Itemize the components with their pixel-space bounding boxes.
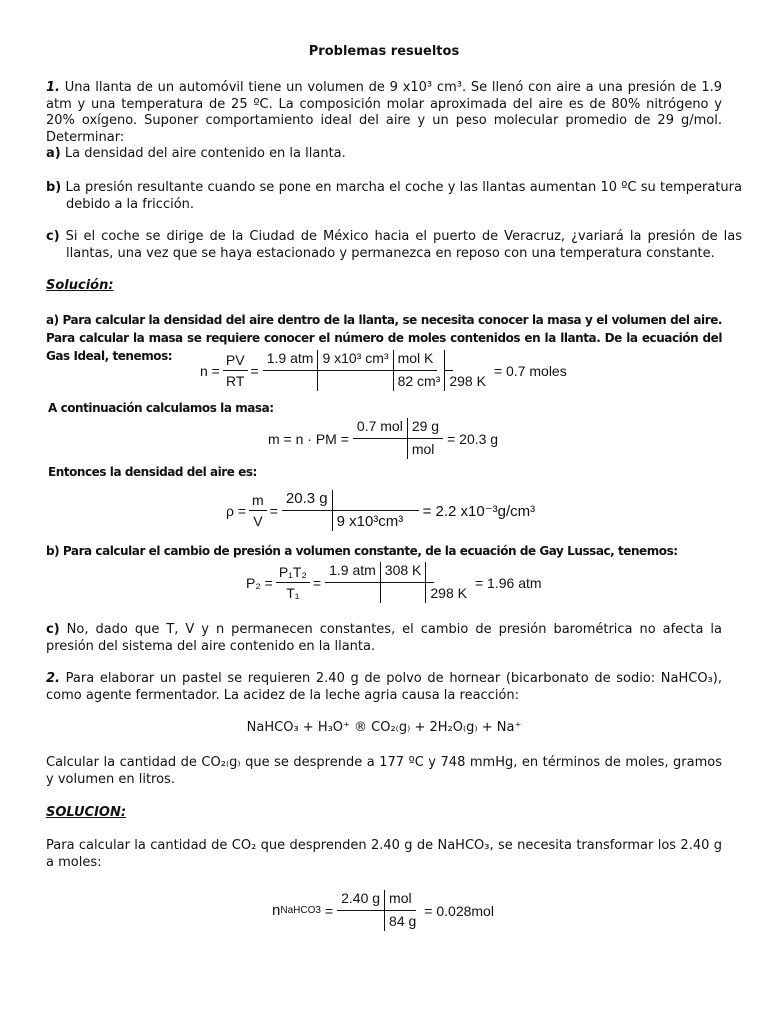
eq2-cell-1-num: 0.7 mol bbox=[353, 418, 407, 439]
solution-c-text: No, dado que T, V y n permanecen constantes, el cambio de presión barométrica no afecta la presión del sistema del aire contenido en la llanta. bbox=[46, 622, 723, 654]
eq4-cell-2-num: 308 K bbox=[381, 562, 426, 583]
chemical-reaction: NaHCO₃ + H₃O⁺ ® CO₂₍g₎ + 2H₂O₍g₎ + Na⁺ bbox=[246, 720, 522, 735]
eq3-lhs: ρ = bbox=[226, 502, 247, 519]
eq1-cell-2 bbox=[318, 350, 392, 391]
solution-1-heading bbox=[46, 278, 722, 295]
eq5-cell-2-den: 84 g bbox=[389, 913, 417, 929]
eq4-equals: = bbox=[312, 574, 322, 591]
equation-moles-nahco3: n NaHCO3 = 2.40 g mol 84 g = 0.028mol bbox=[272, 890, 494, 929]
equation-moles bbox=[200, 350, 567, 391]
eq1-result: = 0.7 moles bbox=[493, 362, 567, 379]
density-intro: Entonces la densidad del aire es: bbox=[48, 465, 257, 479]
eq3-equals: = bbox=[269, 502, 278, 519]
eq5-cell-2 bbox=[385, 890, 420, 931]
eq1-cell-3-den: 82 cm³ bbox=[397, 373, 441, 389]
solution-b-intro: b) Para calcular el cambio de presión a volumen constante, de la ecuación de Gay Lussac, tenemos: bbox=[46, 544, 678, 558]
problem-2-statement bbox=[46, 671, 722, 704]
question-b-text: La presión resultante cuando se pone en marcha el coche y las llantas aumentan 10 ºC su temperatura debido a la fricción. bbox=[65, 180, 742, 212]
eq5-equals: = bbox=[324, 902, 334, 919]
solution-c bbox=[46, 622, 722, 655]
question-b bbox=[46, 180, 742, 213]
eq2-cell-1-den bbox=[353, 439, 361, 459]
eq4-cell-2-den bbox=[381, 583, 389, 603]
eq3-cell-2 bbox=[333, 490, 419, 531]
eq3-fraction-den: V bbox=[253, 513, 263, 529]
eq1-cell-1-den bbox=[263, 371, 271, 391]
solution-1-heading-text: Solución: bbox=[46, 278, 114, 293]
question-b-label: b) bbox=[46, 180, 62, 195]
eq5-cell-1-num: 2.40 g bbox=[337, 890, 384, 911]
solution-2-heading-text: SOLUCION: bbox=[46, 805, 127, 820]
problem-1-statement bbox=[46, 80, 722, 146]
solution-2-heading bbox=[46, 805, 722, 822]
problem-1-text: Una llanta de un automóvil tiene un volumen de 9 x10³ cm³. Se llenó con aire a una presión de 1.9 atm y una temperatura de 25 ºC. La composición molar aproximada del aire es de 80% nitrógeno y 20% oxígeno. Suponer comportamiento ideal del aire y un peso molecular promedio de 29 g/mol. Determinar: bbox=[46, 80, 723, 145]
question-a-label: a) bbox=[46, 146, 61, 161]
eq1-cell-3 bbox=[394, 350, 445, 391]
eq4-cell-3 bbox=[426, 562, 471, 603]
solution-2-text: Para calcular la cantidad de CO₂ que desprenden 2.40 g de NaHCO₃, se necesita transformar los 2.40 g a moles: bbox=[46, 838, 722, 870]
eq2-result: = 20.3 g bbox=[447, 430, 499, 447]
solution-c-label: c) bbox=[46, 622, 60, 637]
eq4-fraction-num: P₁T₂ bbox=[276, 564, 310, 583]
eq1-cell-4-num bbox=[445, 350, 453, 371]
eq4-lhs: P₂ = bbox=[246, 574, 273, 591]
eq1-equals: = bbox=[250, 362, 259, 379]
question-c-text: Si el coche se dirige de la Ciudad de México hacia el puerto de Veracruz, ¿variará la presión de las llantas, una vez que se haya estacionado y permanezca en reposo con una temperatura constante. bbox=[65, 229, 742, 261]
eq1-fraction-num: PV bbox=[223, 352, 248, 371]
eq5-result: = 0.028mol bbox=[424, 902, 494, 919]
problem-2-question: Calcular la cantidad de CO₂₍g₎ que se desprende a 177 ºC y 748 mmHg, en términos de moles, gramos y volumen en litros. bbox=[46, 755, 722, 787]
eq1-cell-2-num: 9 x10³ cm³ bbox=[318, 350, 392, 371]
eq1-cell-2-den bbox=[318, 371, 326, 391]
question-c bbox=[46, 229, 742, 262]
eq2-cell-1 bbox=[353, 418, 407, 459]
equation-density bbox=[226, 490, 535, 531]
eq3-result: = 2.2 x10⁻³g/cm³ bbox=[422, 502, 536, 520]
eq4-cell-1-num: 1.9 atm bbox=[325, 562, 380, 583]
eq4-cell-3-den: 298 K bbox=[430, 585, 467, 601]
eq4-cell-3-num bbox=[426, 562, 434, 583]
eq3-cell-1 bbox=[282, 490, 332, 531]
eq2-lhs: m = n · PM = bbox=[268, 430, 349, 447]
problem-1-number: 1. bbox=[46, 80, 60, 95]
eq3-fraction-num: m bbox=[249, 492, 267, 511]
equation-gay-lussac bbox=[246, 562, 542, 603]
eq2-cell-2 bbox=[408, 418, 443, 459]
eq4-cell-2 bbox=[381, 562, 426, 603]
eq2-cell-2-num: 29 g bbox=[408, 418, 443, 439]
eq4-result: = 1.96 atm bbox=[474, 574, 542, 591]
solution-a-intro: a) Para calcular la densidad del aire dentro de la llanta, se necesita conocer la masa y el volumen del aire. Para calcular la masa se requiere conocer el número de moles contenidos en la llanta. De la ecuación del Gas Ideal, tenemos: bbox=[46, 313, 722, 363]
problem-2-number: 2. bbox=[46, 671, 60, 686]
question-a-text: La densidad del aire contenido en la llanta. bbox=[64, 146, 346, 161]
eq1-cell-1-num: 1.9 atm bbox=[263, 350, 318, 371]
eq3-cell-2-num bbox=[333, 490, 419, 511]
eq1-lhs: n = bbox=[200, 362, 220, 379]
eq4-fraction bbox=[276, 564, 310, 601]
page-title: Problemas resueltos bbox=[308, 44, 460, 59]
eq5-cell-2-num: mol bbox=[385, 890, 416, 911]
eq1-cell-3-num: mol K bbox=[394, 350, 438, 371]
eq5-cell-1 bbox=[337, 890, 384, 931]
question-a bbox=[46, 146, 722, 163]
eq3-cell-1-num: 20.3 g bbox=[282, 490, 332, 511]
eq1-cell-1 bbox=[263, 350, 318, 391]
eq4-cell-1 bbox=[325, 562, 380, 603]
eq3-cell-1-den bbox=[282, 511, 290, 531]
eq1-cell-4 bbox=[445, 350, 490, 391]
eq4-cell-1-den bbox=[325, 583, 333, 603]
eq4-fraction-den: T₁ bbox=[286, 585, 300, 601]
eq1-fraction-den: RT bbox=[225, 373, 245, 389]
mass-intro: A continuación calculamos la masa: bbox=[48, 401, 274, 415]
question-c-label: c) bbox=[46, 229, 60, 244]
eq1-cell-4-den: 298 K bbox=[449, 373, 486, 389]
eq3-fraction bbox=[249, 492, 267, 529]
problem-2-text: Para elaborar un pastel se requieren 2.40 g de polvo de hornear (bicarbonato de sodio: NaHCO₃), como agente fermentador. La acidez de la leche agria causa la reacción: bbox=[46, 671, 722, 703]
eq2-cell-2-den: mol bbox=[411, 441, 435, 457]
equation-mass bbox=[268, 418, 498, 459]
eq3-cell-2-den: 9 x10³cm³ bbox=[336, 513, 404, 530]
eq5-cell-1-den bbox=[337, 911, 345, 931]
eq1-fraction bbox=[223, 352, 248, 389]
eq5-lhs: n bbox=[272, 902, 281, 919]
